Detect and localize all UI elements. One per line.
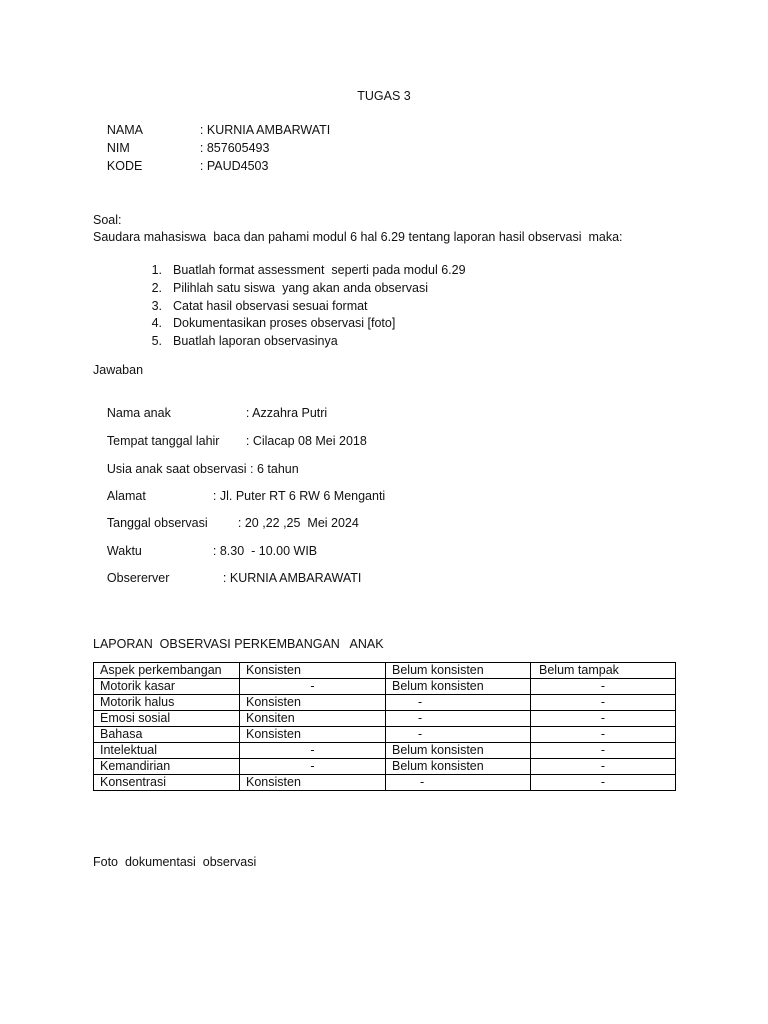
table-row — [94, 695, 676, 711]
list-item — [93, 298, 466, 316]
table-cell: Belum konsisten — [386, 759, 531, 775]
identity-value: : 857605493 — [199, 141, 270, 155]
task-number: 3. — [151, 298, 162, 313]
table-cell: - — [531, 695, 676, 711]
table-row — [94, 711, 676, 727]
table-cell: Belum konsisten — [386, 679, 531, 695]
identity-label: KODE — [106, 159, 143, 173]
list-item — [93, 280, 466, 298]
table-cell: Konsentrasi — [94, 775, 240, 791]
table-cell: Konsisten — [240, 775, 386, 791]
identity-label: NIM — [106, 141, 130, 155]
task-number: 2. — [151, 280, 162, 295]
table-header-row — [94, 663, 676, 679]
table-header-cell: Belum tampak — [531, 663, 676, 679]
list-item — [93, 262, 466, 280]
task-number: 4. — [151, 316, 162, 331]
task-text: Buatlah format assessment seperti pada modul 6.29 — [173, 263, 466, 277]
table-cell: Emosi sosial — [94, 711, 240, 727]
answer-label: Tanggal observasi — [106, 516, 208, 530]
identity-label: NAMA — [106, 123, 144, 137]
identity-value: : KURNIA AMBARWATI — [199, 123, 331, 137]
identity-kode-row — [93, 142, 268, 190]
table-cell: Motorik kasar — [94, 679, 240, 695]
table-cell: - — [386, 711, 531, 727]
answer-label: Tempat tanggal lahir — [106, 434, 220, 448]
table-row — [94, 775, 676, 791]
answer-label: Usia anak saat observasi — [106, 462, 247, 476]
table-cell: Konsisten — [240, 727, 386, 743]
table-row — [94, 759, 676, 775]
answer-value: : Jl. Puter RT 6 RW 6 Menganti — [212, 489, 386, 503]
report-heading: LAPORAN OBSERVASI PERKEMBANGAN ANAK — [93, 637, 384, 651]
jawaban-heading: Jawaban — [93, 363, 144, 377]
table-cell: Intelektual — [94, 743, 240, 759]
answer-label: Waktu — [106, 544, 142, 558]
table-cell: - — [531, 727, 676, 743]
table-row — [94, 679, 676, 695]
table-cell: - — [240, 759, 386, 775]
answer-label: Nama anak — [106, 406, 171, 420]
table-header-cell: Aspek perkembangan — [94, 663, 240, 679]
answer-value: : KURNIA AMBARAWATI — [222, 571, 362, 585]
soal-text: Saudara mahasiswa baca dan pahami modul 6 hal 6.29 tentang laporan hasil observasi maka: — [93, 230, 623, 244]
table-cell: - — [386, 727, 531, 743]
soal-heading: Soal: — [93, 213, 122, 227]
table-row — [94, 743, 676, 759]
identity-value: : PAUD4503 — [199, 159, 269, 173]
task-number: 1. — [151, 263, 162, 277]
answer-value: : Azzahra Putri — [245, 406, 328, 420]
table-cell: - — [531, 679, 676, 695]
table-cell: Kemandirian — [94, 759, 240, 775]
task-list — [93, 262, 466, 351]
table-cell: Belum konsisten — [386, 743, 531, 759]
list-item — [93, 315, 466, 333]
answer-value: : 8.30 - 10.00 WIB — [212, 544, 318, 558]
table-cell: Konsiten — [240, 711, 386, 727]
table-cell: Bahasa — [94, 727, 240, 743]
answer-value: : 6 tahun — [246, 462, 299, 476]
document-title: TUGAS 3 — [357, 89, 411, 103]
observation-table — [93, 662, 676, 791]
table-cell: - — [386, 775, 531, 791]
answer-value: : Cilacap 08 Mei 2018 — [245, 434, 367, 448]
task-text: Pilihlah satu siswa yang akan anda observasi — [173, 280, 429, 295]
task-text: Catat hasil observasi sesuai format — [173, 298, 368, 313]
answer-label: Obsererver — [106, 571, 170, 585]
photo-heading: Foto dokumentasi observasi — [93, 855, 257, 869]
answer-label: Alamat — [106, 489, 146, 503]
table-cell: - — [240, 743, 386, 759]
table-header-cell: Belum konsisten — [386, 663, 531, 679]
task-number: 5. — [151, 334, 162, 349]
table-cell: - — [531, 743, 676, 759]
table-cell: Motorik halus — [94, 695, 240, 711]
task-text: Dokumentasikan proses observasi [foto] — [173, 316, 396, 331]
table-cell: Konsisten — [240, 695, 386, 711]
answer-row-observer — [93, 554, 361, 602]
answer-value: : 20 ,22 ,25 Mei 2024 — [237, 516, 359, 530]
task-text: Buatlah laporan observasinya — [173, 334, 338, 349]
table-cell: - — [531, 711, 676, 727]
table-cell: - — [531, 759, 676, 775]
table-cell: - — [240, 679, 386, 695]
table-cell: - — [531, 775, 676, 791]
table-row — [94, 727, 676, 743]
list-item — [93, 333, 466, 351]
table-header-cell: Konsisten — [240, 663, 386, 679]
table-cell: - — [386, 695, 531, 711]
